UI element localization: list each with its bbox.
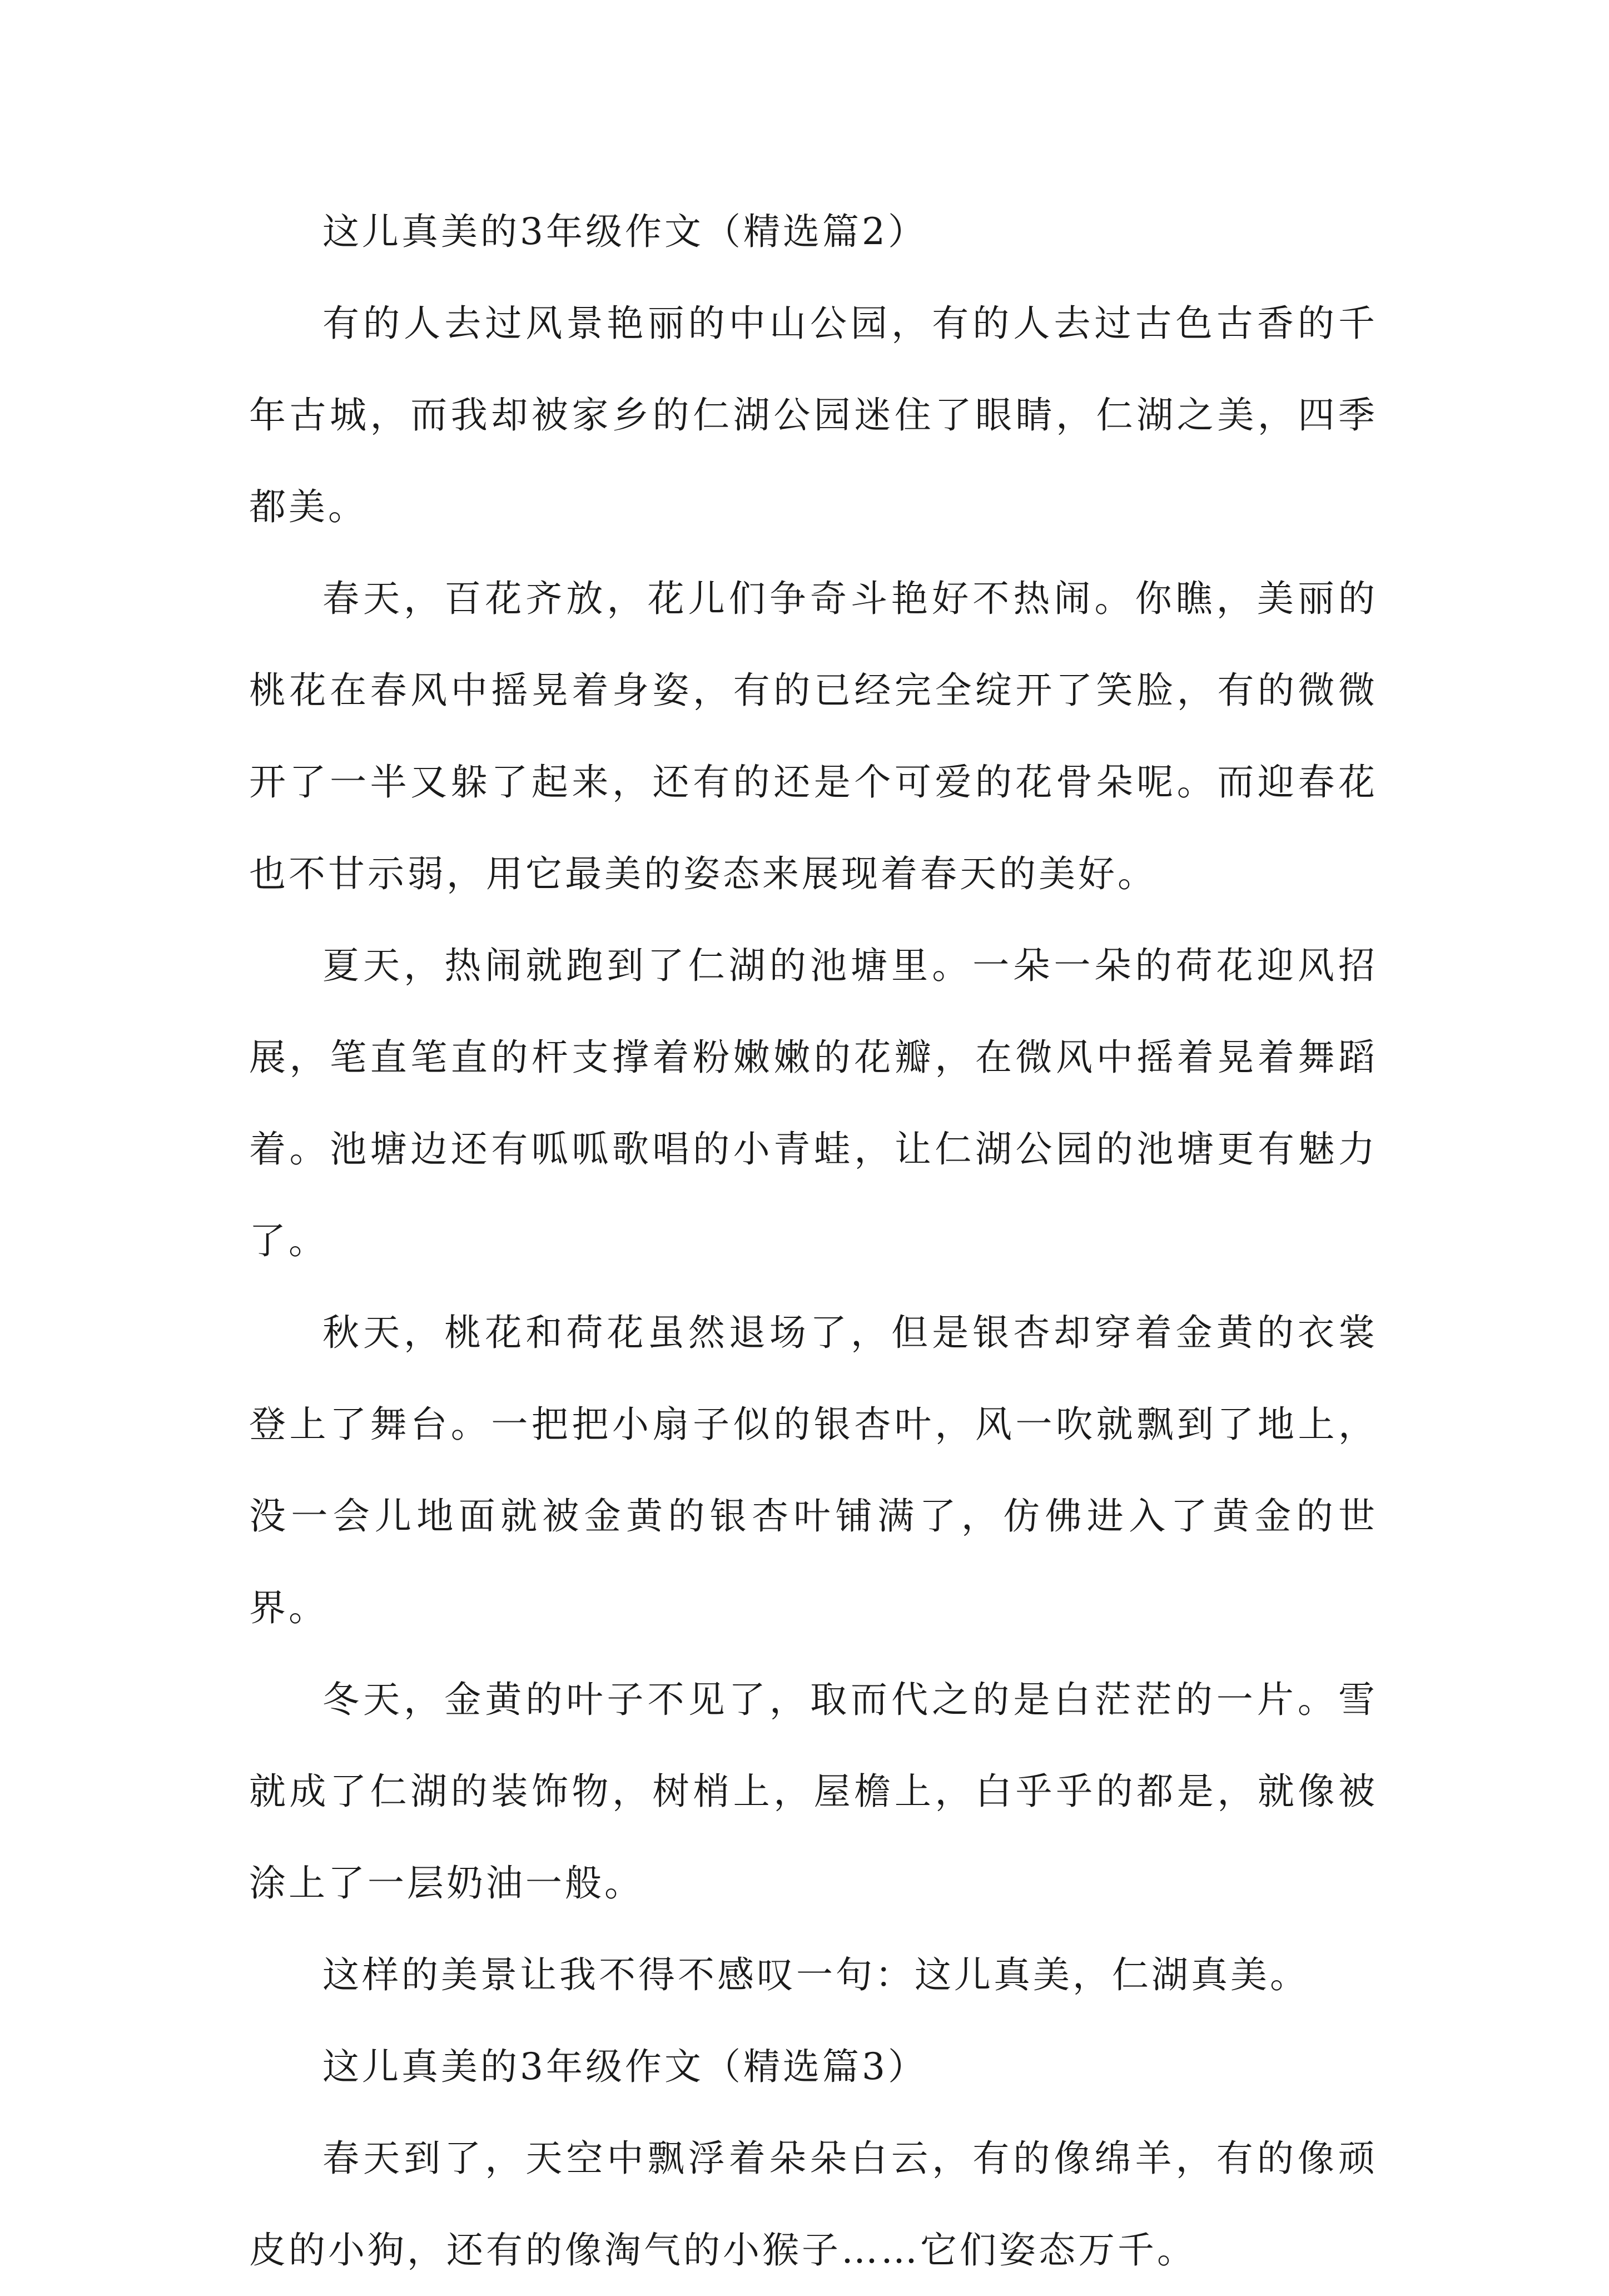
- paragraph-summer: 夏天，热闹就跑到了仁湖的池塘里。一朵一朵的荷花迎风招展，笔直笔直的杆支撑着粉嫩嫩的花瓣，在微风中摇着晃着舞蹈着。池塘边还有呱呱歌唱的小青蛙，让仁湖公园的池塘更有魅力了。: [249, 944, 1378, 1262]
- paragraph-autumn: 秋天，桃花和荷花虽然退场了，但是银杏却穿着金黄的衣裳登上了舞台。一把把小扇子似的银杏叶，风一吹就飘到了地上，没一会儿地面就被金黄的银杏叶铺满了，仿佛进入了黄金的世界。: [249, 1311, 1378, 1629]
- essay-body: [249, 186, 1378, 2296]
- paragraph-clouds: 春天到了，天空中飘浮着朵朵白云，有的像绵羊，有的像顽皮的小狗，还有的像淘气的小猴子……它们姿态万千。: [249, 2137, 1378, 2272]
- paragraph-intro: 有的人去过风景艳丽的中山公园，有的人去过古色古香的千年古城，而我却被家乡的仁湖公园迷住了眼睛，仁湖之美，四季都美。: [249, 302, 1378, 528]
- paragraph-winter: 冬天，金黄的叶子不见了，取而代之的是白茫茫的一片。雪就成了仁湖的装饰物，树梢上，屋檐上，白乎乎的都是，就像被涂上了一层奶油一般。: [249, 1678, 1378, 1905]
- paragraph-conclusion: 这样的美景让我不得不感叹一句：这儿真美，仁湖真美。: [322, 1953, 1309, 1996]
- paragraph-spring: 春天，百花齐放，花儿们争奇斗艳好不热闹。你瞧，美丽的桃花在春风中摇晃着身姿，有的已经完全绽开了笑脸，有的微微开了一半又躲了起来，还有的还是个可爱的花骨朵呢。而迎春花也不甘示弱，用它最美的姿态来展现着春天的美好。: [249, 577, 1378, 895]
- essay-title-3: 这儿真美的3年级作文（精选篇3）: [322, 2045, 927, 2088]
- essay-title-2: 这儿真美的3年级作文（精选篇2）: [322, 210, 927, 253]
